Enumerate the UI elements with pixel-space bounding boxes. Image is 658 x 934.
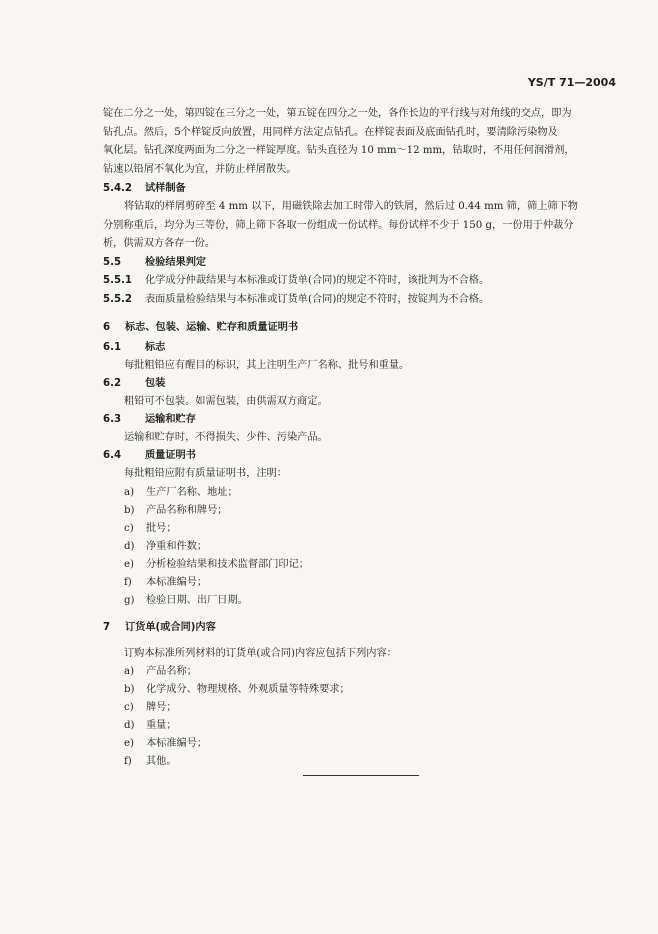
list-marker: b) — [124, 684, 135, 695]
list-marker: g) — [124, 595, 135, 606]
list-item — [124, 557, 309, 572]
list-text: 重量； — [146, 720, 177, 731]
list-marker: f) — [124, 577, 132, 588]
section-title: 质量证明书 — [145, 450, 196, 461]
heading-6-4 — [103, 448, 196, 463]
text-line: 分别称重后，均分为三等份，筛上筛下各取一份组成一份试样。每份试样不少于 150 g，一份用于仲裁分 — [103, 220, 574, 231]
list-text: 净重和件数； — [146, 541, 208, 552]
heading-6-1 — [103, 340, 165, 355]
list-marker: d) — [124, 720, 135, 731]
list-text: 本标准编号； — [146, 738, 208, 749]
list-text: 产品名称； — [146, 666, 197, 677]
section-number: 5.5.1 — [103, 275, 133, 286]
section-number: 6 — [103, 322, 111, 333]
heading-5-5 — [103, 255, 206, 270]
text-line: 运输和贮存时，不得损失、少件、污染产品。 — [124, 432, 328, 443]
section-title: 标志 — [145, 342, 166, 353]
list-text: 检验日期、出厂日期。 — [146, 595, 248, 606]
list-marker: a) — [124, 666, 135, 677]
heading-5-4-2 — [103, 181, 186, 196]
heading-6 — [103, 320, 298, 335]
list-text: 本标准编号； — [146, 577, 208, 588]
section-title: 运输和贮存 — [145, 414, 196, 425]
list-item — [124, 485, 238, 500]
list-text: 化学成分、物理规格、外观质量等特殊要求； — [146, 684, 350, 695]
list-item — [124, 754, 177, 769]
text-line: 每批粗铅应附有质量证明书，注明： — [124, 468, 287, 479]
text-line: 每批粗铅应有醒目的标识，其上注明生产厂名称、批号和重量。 — [124, 360, 410, 371]
clause-5-5-2 — [103, 292, 489, 307]
list-marker: e) — [124, 559, 135, 570]
list-marker: e) — [124, 738, 135, 749]
text-line: 锭在二分之一处，第四锭在三分之一处，第五锭在四分之一处，各作长边的平行线与对角线的交点，即为 — [103, 108, 572, 119]
text-line: 粗铅可不包装。如需包装，由供需双方商定。 — [124, 396, 328, 407]
text-line: 钻速以铅屑不氧化为宜，并防止样屑散失。 — [103, 164, 297, 175]
section-number: 5.4.2 — [103, 183, 133, 194]
list-item — [124, 575, 207, 590]
section-number: 6.2 — [103, 378, 122, 389]
list-marker: f) — [124, 756, 132, 767]
list-text: 其他。 — [146, 756, 177, 767]
list-item — [124, 503, 228, 518]
text-line: 将钻取的样屑剪碎至 4 mm 以下，用磁铁除去加工时带入的铁屑，然后过 0.44 mm 筛，筛上筛下物 — [124, 201, 578, 212]
list-item — [124, 736, 207, 751]
list-marker: c) — [124, 523, 134, 534]
standard-code: YS/T 71—2004 — [527, 76, 616, 89]
list-text: 牌号； — [146, 702, 177, 713]
list-text: 产品名称和牌号； — [146, 505, 228, 516]
text-line: 氧化层。钻孔深度两面为二分之一样锭厚度。钻头直径为 10 mm～12 mm，钻取时，不用任何润滑剂， — [103, 145, 575, 156]
list-item — [124, 521, 177, 536]
section-title: 试样制备 — [145, 183, 186, 194]
section-number: 6.3 — [103, 414, 122, 425]
section-number: 5.5.2 — [103, 294, 133, 305]
heading-6-2 — [103, 376, 165, 391]
heading-6-3 — [103, 412, 196, 427]
list-item — [124, 664, 197, 679]
list-item — [124, 593, 248, 608]
clause-text: 表面质量检验结果与本标准或订货单(合同)的规定不符时，按锭判为不合格。 — [145, 294, 490, 305]
section-number: 5.5 — [103, 257, 122, 268]
list-marker: b) — [124, 505, 135, 516]
text-line: 订购本标准所列材料的订货单(或合同)内容应包括下列内容： — [124, 648, 397, 659]
section-title: 订货单(或合同)内容 — [125, 622, 216, 633]
clause-text: 化学成分仲裁结果与本标准或订货单(合同)的规定不符时，该批判为不合格。 — [145, 275, 490, 286]
list-item — [124, 682, 350, 697]
list-item — [124, 718, 177, 733]
text-line: 钻孔点。然后，5个样锭反向放置，用同样方法定点钻孔。在样锭表面及底面钻孔时，要清除污染物及 — [103, 127, 558, 138]
section-number: 6.4 — [103, 450, 122, 461]
list-item — [124, 700, 177, 715]
end-divider — [303, 775, 419, 776]
list-text: 批号； — [146, 523, 177, 534]
list-marker: a) — [124, 487, 135, 498]
heading-7 — [103, 620, 216, 635]
list-marker: d) — [124, 541, 135, 552]
section-title: 标志、包装、运输、贮存和质量证明书 — [125, 322, 299, 333]
text-line: 析，供需双方各存一份。 — [103, 238, 216, 249]
section-title: 检验结果判定 — [145, 257, 207, 268]
list-text: 分析检验结果和技术监督部门印记； — [146, 559, 309, 570]
section-number: 7 — [103, 622, 111, 633]
list-marker: c) — [124, 702, 134, 713]
section-number: 6.1 — [103, 342, 122, 353]
clause-5-5-1 — [103, 273, 489, 288]
list-text: 生产厂名称、地址； — [146, 487, 238, 498]
list-item — [124, 539, 207, 554]
section-title: 包装 — [145, 378, 166, 389]
